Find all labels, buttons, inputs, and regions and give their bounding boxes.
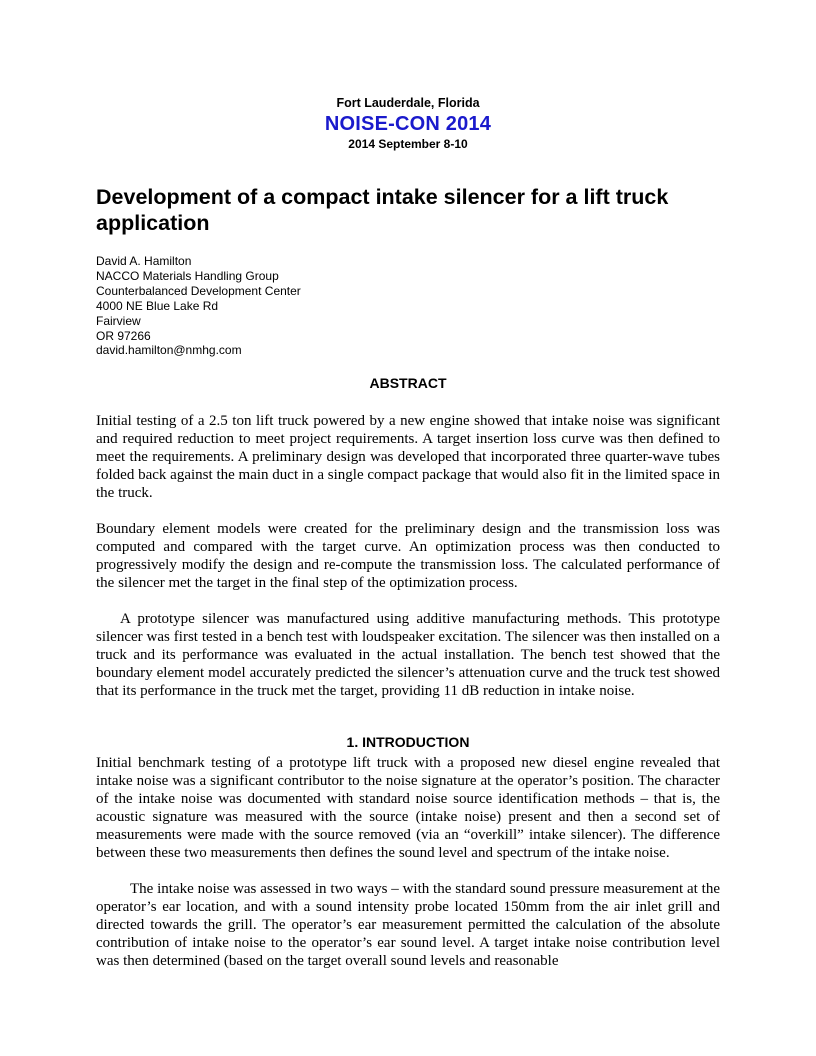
- author-city: Fairview: [96, 313, 141, 328]
- conference-name: NOISE-CON 2014: [324, 113, 492, 135]
- abstract-heading: ABSTRACT: [369, 375, 447, 391]
- paper-title: Development of a compact intake silencer for a lift truck application: [96, 185, 669, 235]
- author-name: David A. Hamilton: [96, 254, 192, 268]
- author-department: Counterbalanced Development Center: [96, 283, 301, 298]
- author-organization: NACCO Materials Handling Group: [96, 268, 279, 283]
- introduction-heading: 1. INTRODUCTION: [346, 734, 470, 750]
- conference-location: Fort Lauderdale, Florida: [336, 96, 480, 110]
- introduction-paragraph-2: The intake noise was assessed in two ways – with the standard sound pressure measurement at the operator’s ear location, and with a sound intensity probe located 150mm from the air inlet grill and directed towards the grill. The operator’s ear measurement permitted the calculation of the absolute contribution of intake noise to the operator’s ear sound level. A target intake noise contribution level was then determined (based on the target overall sound levels and reasonable: [96, 881, 720, 969]
- introduction-paragraph-1: Initial benchmark testing of a prototype lift truck with a proposed new diesel engine revealed that intake noise was a significant contributor to the noise signature at the operator’s position. The character of the intake noise was documented with standard noise source identification methods – that is, the acoustic signature was measured with the source (intake noise) present and then a second set of measurements were made with the source removed (via an “overkill” intake silencer). The difference between these two measurements then defines the sound level and spectrum of the intake noise.: [96, 755, 720, 861]
- abstract-paragraph-3: A prototype silencer was manufactured using additive manufacturing methods. This prototype silencer was first tested in a bench test with loudspeaker excitation. The silencer was then installed on a truck and its performance was evaluated in the actual installation. The bench test showed that the boundary element model accurately predicted the silencer’s attenuation curve and the truck test showed that its performance in the truck met the target, providing 11 dB reduction in intake noise.: [96, 611, 720, 699]
- abstract-paragraph-2: Boundary element models were created for the preliminary design and the transmission loss was computed and compared with the target curve. An optimization process was then conducted to progressively modify the design and re-compute the transmission loss. The calculated performance of the silencer met the target in the final step of the optimization process.: [96, 521, 720, 591]
- author-block: [96, 254, 301, 358]
- conference-date: 2014 September 8-10: [348, 137, 468, 151]
- author-state-zip: OR 97266: [96, 328, 151, 343]
- author-street: 4000 NE Blue Lake Rd: [96, 298, 219, 313]
- abstract-paragraph-1: Initial testing of a 2.5 ton lift truck powered by a new engine showed that intake noise was significant and required reduction to meet project requirements. A target insertion loss curve was then defined to meet the requirements. A preliminary design was developed that incorporated three quarter-wave tubes folded back against the main duct in a single compact package that would also fit in the limited space in the truck.: [96, 413, 720, 501]
- author-email[interactable]: david.hamilton@nmhg.com: [96, 343, 242, 358]
